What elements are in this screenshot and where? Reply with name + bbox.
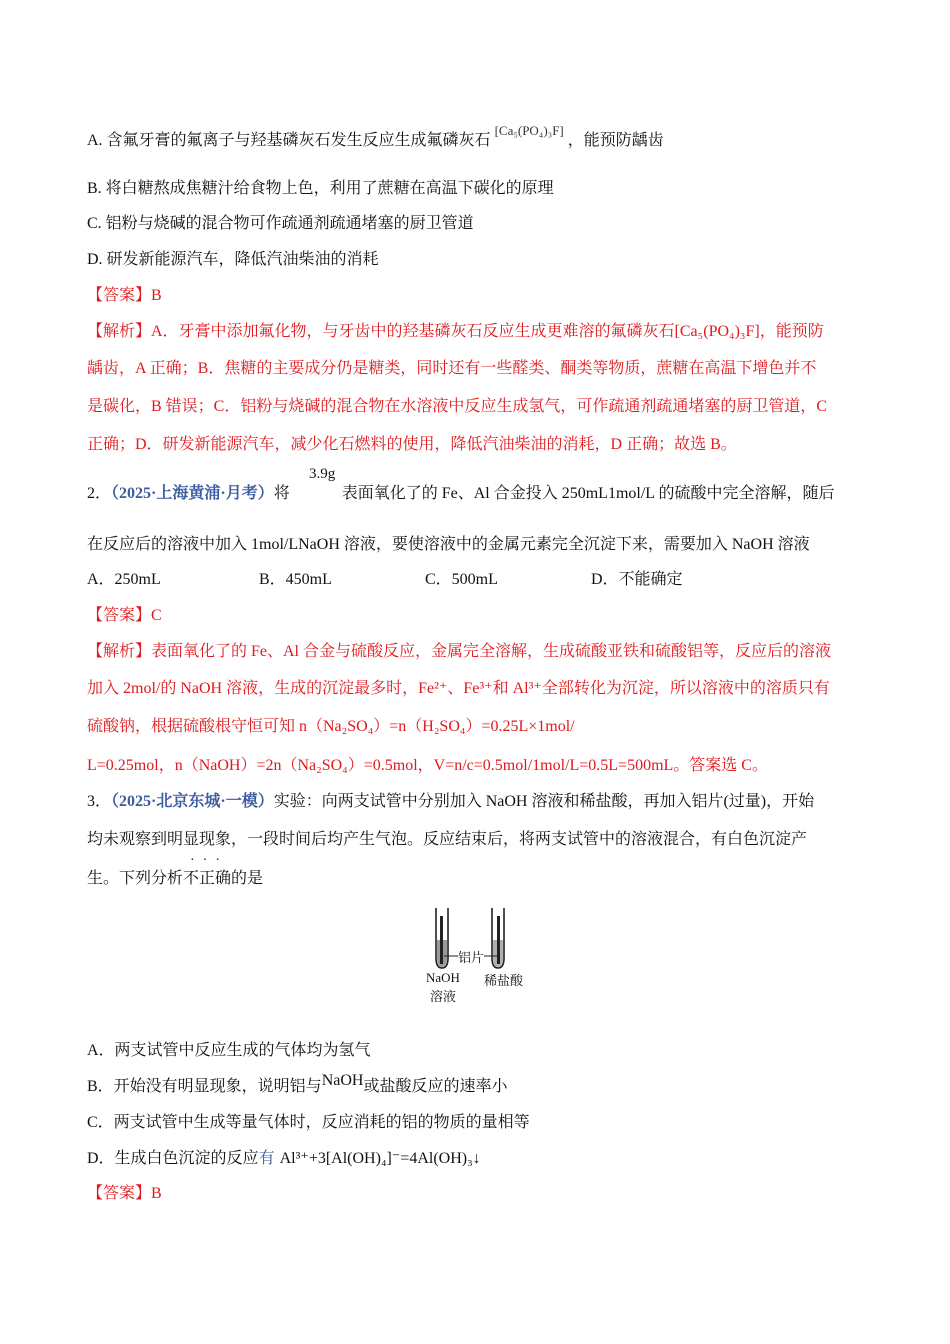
q3-option-d-equation: Al³⁺+3[Al(OH)₄]⁻=4Al(OH)₃↓ <box>279 1150 481 1167</box>
q2-option-c: C．500mL <box>425 571 498 588</box>
q3-number: 3． <box>87 793 112 810</box>
q3-option-b-text: B．开始没有明显现象，说明铝与 <box>87 1078 322 1095</box>
q3-option-d-text: D．生成白色沉淀的反应 <box>87 1150 259 1167</box>
q3-option-d-you: 有 <box>258 1150 275 1167</box>
q2-analysis-line-4: L=0.25mol，n（NaOH）=2n（Na₂SO₄）=0.5mol，V=n/c=0.5mol/1mol/L=0.5L=500mL。答案选 C。 <box>87 757 768 774</box>
q2-mass-value: 3.9g <box>309 466 336 482</box>
q2-stem-b: 表面氧化了的 Fe、Al 合金投入 250mL1mol/L 的硫酸中完全溶解，随后 <box>341 485 835 502</box>
q1-analysis-line-3: 是碳化，B 错误；C．铝粉与烧碱的混合物在水溶液中反应生成氢气，可作疏通剂疏通堵塞的厨卫管道，C <box>87 398 828 415</box>
q3-answer: 【答案】B <box>87 1185 162 1202</box>
q2-option-d: D．不能确定 <box>591 571 683 588</box>
q2-source: （2025·上海黄浦·月考） <box>111 485 274 502</box>
q1-analysis-line-4: 正确；D．研发新能源汽车，减少化石燃料的使用，降低汽油柴油的消耗，D 正确；故选 B。 <box>87 436 737 453</box>
q3-stem-line-1 <box>87 792 814 812</box>
q3-option-d <box>87 1149 481 1169</box>
q2-stem-line-2: 在反应后的溶液中加入 1mol/LNaOH 溶液，要使溶液中的金属元素完全沉淀下来，需要加入 NaOH 溶液 <box>87 536 810 553</box>
fluorapatite-formula: [Ca₅(PO₄)₃F] <box>494 123 564 138</box>
q3-option-b-naoh: NaOH <box>321 1072 364 1089</box>
q3-option-c: C．两支试管中生成等量气体时，反应消耗的铝的物质的量相等 <box>87 1114 530 1131</box>
figure-label-naoh: NaOH <box>426 970 460 985</box>
q2-options <box>87 570 683 590</box>
q1-analysis-line-2: 龋齿，A 正确；B．焦糖的主要成分仍是糖类，同时还有一些醛类、酮类等物质，蔗糖在高温下增色并不 <box>87 360 817 377</box>
q3-option-b <box>87 1072 508 1097</box>
q2-option-a: A．250mL <box>87 571 161 588</box>
q2-stem-line-1 <box>87 484 834 504</box>
q1-answer: 【答案】B <box>87 287 162 304</box>
q3-emphasis-dots: ··· <box>190 853 228 868</box>
q3-source: （2025·北京东城·一模） <box>111 793 274 810</box>
q3-option-a: A．两支试管中反应生成的气体均为氢气 <box>87 1042 371 1059</box>
aluminum-strip-right <box>497 916 500 964</box>
q2-analysis-line-3: 硫酸钠，根据硫酸根守恒可知 n（Na₂SO₄）=n（H₂SO₄）=0.25L×1mol/ <box>87 718 575 735</box>
q2-analysis-line-1: 【解析】表面氧化了的 Fe、Al 合金与硫酸反应，金属完全溶解，生成硫酸亚铁和硫酸铝等，反应后的溶液 <box>87 643 832 660</box>
test-tube-figure <box>418 900 530 1008</box>
q1-option-a-text: A. 含氟牙膏的氟离子与羟基磷灰石发生反应生成氟磷灰石 <box>87 132 491 149</box>
q1-option-a <box>87 123 664 151</box>
q1-option-b: B. 将白糖熬成焦糖汁给食物上色，利用了蔗糖在高温下碳化的原理 <box>87 180 554 197</box>
figure-label-aluminum: 铝片 <box>458 950 485 965</box>
q1-analysis-line-1: 【解析】A．牙膏中添加氟化物，与牙齿中的羟基磷灰石反应生成更难溶的氟磷灰石[Ca₅(PO₄)₃F]，能预防 <box>87 323 824 340</box>
q3-stem-line-3: 生。下列分析不正确的是 <box>87 870 264 887</box>
q3-option-b-tail: 或盐酸反应的速率小 <box>363 1078 508 1095</box>
q2-number: 2． <box>87 485 112 502</box>
q3-stem-text: 实验：向两支试管中分别加入 NaOH 溶液和稀盐酸，再加入铝片(过量)，开始 <box>273 793 815 810</box>
q2-answer: 【答案】C <box>87 607 162 624</box>
figure-label-solution: 溶液 <box>430 989 457 1004</box>
q2-analysis-line-2: 加入 2mol/的 NaOH 溶液，生成的沉淀最多时，Fe²⁺、Fe³⁺和 Al³⁺全部转化为沉淀，所以溶液中的溶质只有 <box>87 680 830 697</box>
q2-stem-a: 将 <box>273 485 290 502</box>
figure-label-hcl: 稀盐酸 <box>484 973 524 988</box>
q1-option-c: C. 铝粉与烧碱的混合物可作疏通剂疏通堵塞的厨卫管道 <box>87 215 474 232</box>
q1-option-a-tail: ，能预防龋齿 <box>567 132 664 149</box>
q2-option-b: B．450mL <box>259 571 332 588</box>
aluminum-strip-left <box>440 916 443 964</box>
q1-option-d: D. 研发新能源汽车，降低汽油柴油的消耗 <box>87 251 379 268</box>
q3-stem-line-2: 均未观察到明显现象，一段时间后均产生气泡。反应结束后，将两支试管中的溶液混合，有白色沉淀产 <box>87 831 808 848</box>
